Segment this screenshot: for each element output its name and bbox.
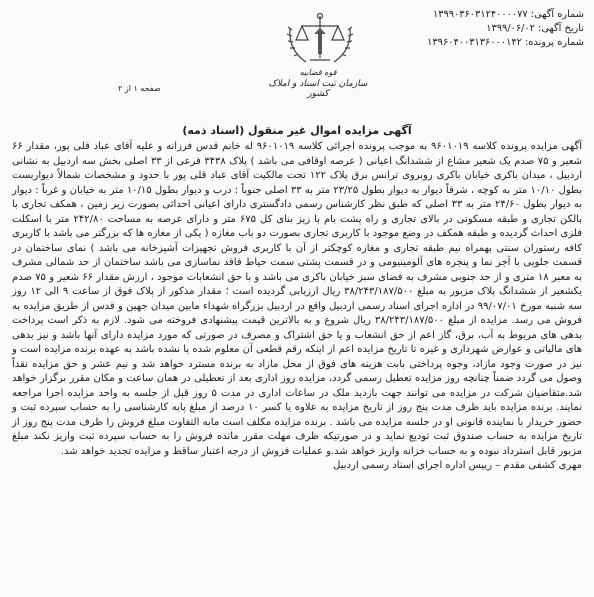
page-indicator: صفحه ۱ از ۲	[118, 84, 161, 93]
notice-title: آگهی مزایده اموال غیر منقول (اسناد ذمه)	[182, 124, 412, 137]
notice-paragraph: آگهی مزایده پرونده کلاسه ۹۶۰۱۰۱۹ به موجب پرونده اجرائی کلاسه ۹۶۰۱۰۱۹ له خانم قدس فرزانه و علیه آقای عباد قلی پور، مقدار ۶۶ شعیر و ۷۵ صدم یک شعیر مشاع از ششدانگ اعیانی ( عرصه اوقافی می باشد ) پلاک ۳۴۳۸ فرعی از ۳۳ اصلی بخش سه اردبیل به نشانی اردبیل ، میدان باکری خیابان باکری روبروی ترانس برق پلاک ۱۲۲ تحت مالکیت آقای عباد قلی پور با حدود و مشخصات شمالاً دیواربست بطول ۱۰/۱۰ متر به کوچه ، شرقاً دیوار به دیوار بطول ۲۳/۲۵ متر به ۳۳ اصلی جنوباً : درب و دیوار بطول ۱۰/۱۵ متر به خیابان و غرباً : دیوار به دیوار بطول ۲۴/۶۰ متر به ۳۳ اصلی که طبق نظر کارشناس رسمی دادگستری دارای اعیانی احداثی بصورت زیر زمین ، همکف تجاری با بالکن تجاری و طبقه مسکونی در بالای تجاری و راه پشت بام با زیز بنای کل ۶۷۵ متر و دارای عرصه به مساحت ۲۴۲/۸۰ متر با اسکلت فلزی احداث گردیده و طبقه همکف در وضع موجود با کاربری تجاری بصورت دو باب مغازه ( یکی از مغازه ها که بزرگتر می باشد با کاربری کافه رستوران سنتی بهمراه نیم طبقه تجاری و مغازه کوچکتر از آن با کاربری فروش تجهیزات آشپزخانه می باشد ) نمای ساختمان در قسمت جلویی با آجر نما و پنجره های آلومینیومی و در قسمت پشتی سمت حیاط فاقد نماسازی می باشد ساختمان از حد شمالی مشرف به معبر ۱۸ متری و از حد جنوبی مشرف به فضای سبز خیابان باکری می باشد و با حق انشعابات موجود ، ارزش مقدار ۶۶ شعیر و ۷۵ صدم یکشعیر از ششدانگ پلاک مزبور به مبلغ ۳۸/۲۴۳/۱۸۷/۵۰۰ ریال ارزیابی گردیده است ؛ مقدار مذکور از پلاک فوق از ساعت ۹ الی ۱۲ روز سه شنبه مورخ ۹۹/۰۷/۰۱ در اداره اجرای اسناد رسمی اردبیل واقع در اردبیل بزرگراه شهداء مابین میدان جهین و قدس از طریق مزایده به فروش می رسد. مزایده از مبلغ ۳۸/۲۴۳/۱۸۷/۵۰۰ ریال شروع و به بالاترین قیمت پیشنهادی فروخته می شود. لازم به ذکر است پرداخت بدهی های مربوط به آب، برق، گاز اعم از حق انشعاب و یا حق اشتراک و مصرف در صورتی که مورد مزایده دارای آنها باشد و نیز بدهی های مالیاتی و عوارض شهرداری و غیره تا تاریخ مزایده اعم از اینکه رقم قطعی آن معلوم شده یا نشده باشد به عهده برنده مزایده است و نیز در صورت وجود مازاد، وجوه پرداختی بابت هزینه های فوق از محل مازاد به برنده مسترد خواهد شد و نیم عشر و حق مزایده نقداً وصول می گردد ضمناً چنانچه روز مزایده تعطیل رسمی گردد، مزایده روز اداری بعد از تعطیلی در همان ساعت و مکان مقرر برگزار خواهد شد.متقاضیان شرکت در مزایده می توانند جهت بازدید ملک در ساعات اداری در مدت ۵ روز قبل از جلسه به واحد مزایده اجرا مراجعه نمایند. برنده مزایده باید ظرف مدت پنج روز از تاریخ مزایده به علاوه یا کسر ۱۰ درصد از مبلغ پایه کارشناسی را به حساب سپرده ثبت و حضور خریدار با نماینده قانونی او در جلسه مزایده می باشد . برنده مزایده مکلف است مابه التفاوت مبلغ فروش را ظرف مدت پنج روز از تاریخ مزایده به حساب صندوق ثبت تودیع نماید و در صورتیکه ظرف مهلت مقرر مانده فروش را به حساب سپرده ثبت واریز نکند مبلغ مزبور قابل استرداد نبوده و به حساب خزانه واریز خواهد شد.و عملیات فروش از درجه اعتبار ساقط و مزایده تجدید خواهد شد.	[12, 141, 583, 457]
judiciary-emblem-icon	[280, 8, 360, 70]
case-number: شماره پرونده: ۱۳۹۶۰۴۰۰۳۱۳۶۰۰۰۱۴۲	[427, 37, 584, 48]
notice-number: شماره آگهی: ۱۳۹۹۰۳۶۰۳۱۲۴۰۰۰۰۷۷	[432, 9, 584, 20]
notice-date: تاریخ آگهی: ۱۳۹۹/۰۶/۰۲	[486, 23, 584, 34]
notice-meta	[344, 8, 584, 50]
organization-name	[268, 68, 368, 99]
signature-line: مهری کشفی مقدم – رییس اداره اجرای اسناد رسمی اردبیل	[333, 460, 582, 471]
registry-org-label: سازمان ثبت اسناد و املاک کشور	[268, 79, 368, 99]
notice-body	[12, 140, 582, 474]
judiciary-label: قوه قضاییه	[299, 68, 337, 77]
